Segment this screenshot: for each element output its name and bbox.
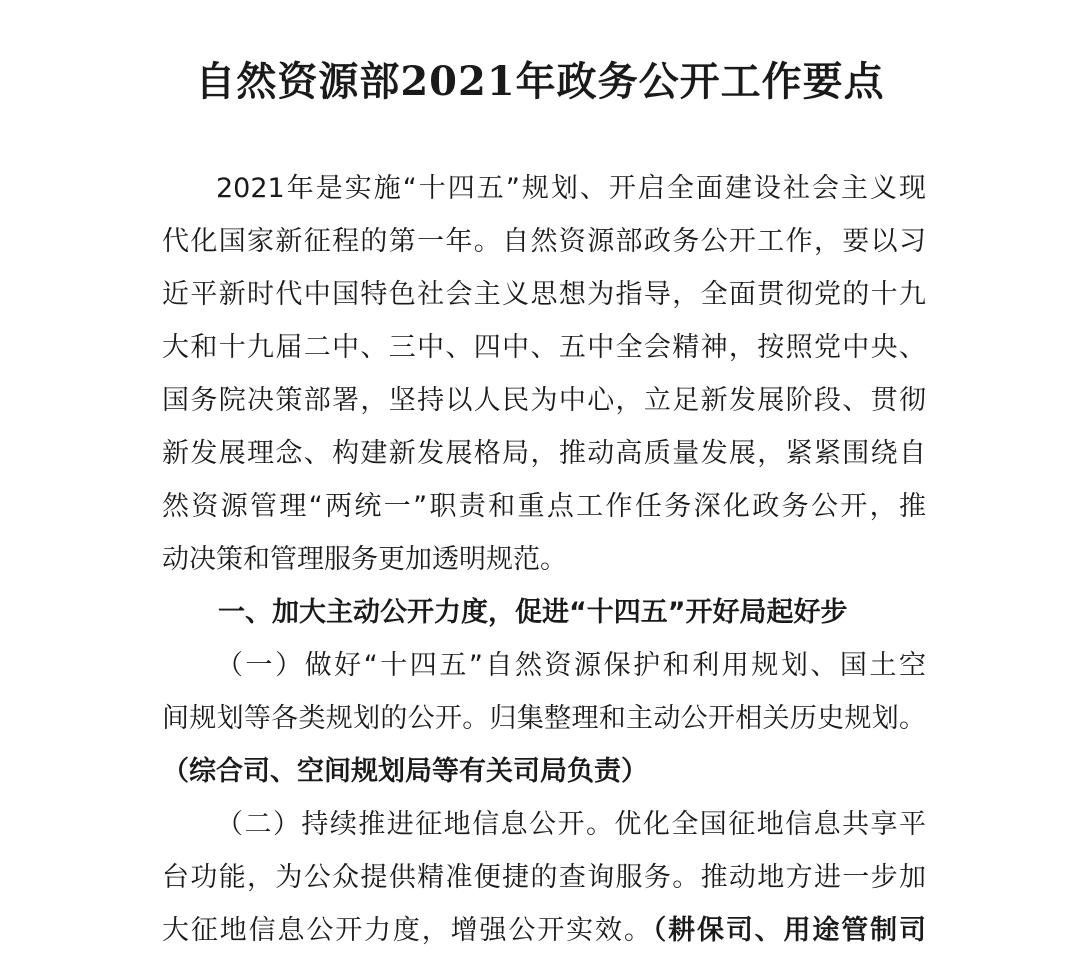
item-line: （一）做好“十四五”自然资源保护和利用规划、国土空 [216,650,926,681]
responsible-note-partial: （耕保司、用途管制司 [652,915,927,946]
responsible-note: （综合司、空间规划局等有关司局负责） [162,756,648,787]
paragraph-line: 然资源管理“两统一”职责和重点工作任务深化政务公开，推 [162,491,926,522]
item-line-with-note [162,904,926,957]
paragraph-line: 2021年是实施“十四五”规划、开启全面建设社会主义现 [216,173,926,204]
item-line: 间规划等各类规划的公开。归集整理和主动公开相关历史规划。 [162,703,926,734]
item-line: （二）持续推进征地信息公开。优化全国征地信息共享平 [216,809,926,840]
paragraph-line: 新发展理念、构建新发展格局，推动高质量发展，紧紧围绕自 [162,438,926,469]
paragraph-line: 动决策和管理服务更加透明规范。 [162,544,567,575]
document-body [162,162,926,957]
paragraph-line: 大和十九届二中、三中、四中、五中全会精神，按照党中央、 [162,332,926,363]
paragraph-line: 近平新时代中国特色社会主义思想为指导，全面贯彻党的十九 [162,279,926,310]
paragraph-line: 国务院决策部署，坚持以人民为中心，立足新发展阶段、贯彻 [162,385,926,416]
paragraph-line: 代化国家新征程的第一年。自然资源部政务公开工作，要以习 [162,226,926,257]
item-line-text: 大征地信息公开力度，增强公开实效。 [162,915,653,946]
document-title: 自然资源部2021年政务公开工作要点 [195,58,885,105]
section-heading: 一、加大主动公开力度，促进“十四五”开好局起好步 [218,597,848,628]
item-line: 台功能，为公众提供精准便捷的查询服务。推动地方进一步加 [162,862,926,893]
